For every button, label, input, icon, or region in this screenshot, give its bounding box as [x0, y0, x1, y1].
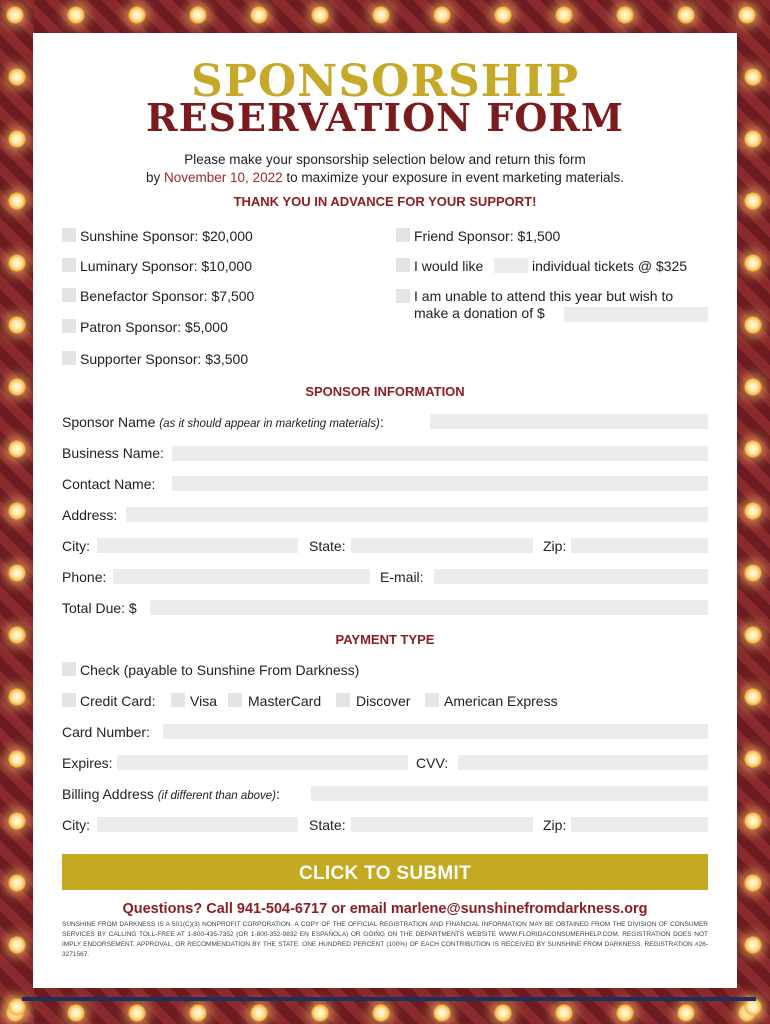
- billing-zip-label: Zip:: [543, 817, 567, 833]
- marquee-bulb-icon: [744, 750, 762, 768]
- discover-label: Discover: [356, 693, 411, 709]
- marquee-bulb-icon: [189, 6, 207, 24]
- marquee-bulb-icon: [67, 1004, 85, 1022]
- donation-amount-input[interactable]: [564, 307, 708, 322]
- marquee-bulb-icon: [744, 564, 762, 582]
- billing-city-label: City:: [62, 817, 90, 833]
- patron-sponsor-checkbox[interactable]: [62, 319, 76, 333]
- sponsor-name-label: [62, 414, 384, 433]
- mastercard-checkbox[interactable]: [228, 693, 242, 707]
- email-input[interactable]: [434, 569, 708, 584]
- marquee-bulb-icon: [744, 874, 762, 892]
- marquee-bulb-icon: [311, 1004, 329, 1022]
- marquee-bulb-icon: [189, 1004, 207, 1022]
- marquee-bulb-icon: [744, 936, 762, 954]
- title-reservation-form: RESERVATION FORM: [146, 95, 624, 140]
- business-name-label: Business Name:: [62, 445, 164, 461]
- sponsor-name-colon: :: [379, 414, 384, 430]
- card-number-label: Card Number:: [62, 724, 150, 740]
- donation-label-line-1: I am unable to attend this year but wish to: [414, 288, 674, 304]
- marquee-bulb-icon: [8, 688, 26, 706]
- discover-checkbox[interactable]: [336, 693, 350, 707]
- sponsor-name-note: (as it should appear in marketing materials): [159, 418, 380, 430]
- amex-checkbox[interactable]: [425, 693, 439, 707]
- friend-sponsor-label: Friend Sponsor: $1,500: [414, 228, 561, 244]
- supporter-sponsor-checkbox[interactable]: [62, 351, 76, 365]
- email-label: E-mail:: [380, 569, 424, 585]
- marquee-bulb-icon: [250, 1004, 268, 1022]
- thanks-heading: THANK YOU IN ADVANCE FOR YOUR SUPPORT!: [233, 194, 537, 209]
- marquee-bulb-icon: [677, 6, 695, 24]
- total-due-input[interactable]: [150, 600, 708, 615]
- state-label: State:: [309, 538, 346, 554]
- state-input[interactable]: [351, 538, 533, 553]
- sponsor-name-text: Sponsor Name: [62, 414, 156, 430]
- marquee-bulb-icon: [744, 812, 762, 830]
- marquee-bulb-icon: [372, 1004, 390, 1022]
- marquee-bulb-icon: [8, 564, 26, 582]
- questions-contact: Questions? Call 941-504-6717 or email marlene@sunshinefromdarkness.org: [122, 901, 648, 917]
- amex-label: American Express: [444, 693, 558, 709]
- marquee-bulb-icon: [494, 6, 512, 24]
- expires-input[interactable]: [117, 755, 408, 770]
- marquee-bulb-icon: [433, 1004, 451, 1022]
- mastercard-label: MasterCard: [248, 693, 322, 709]
- luminary-sponsor-label: Luminary Sponsor: $10,000: [80, 258, 252, 274]
- title-sponsorship: SPONSORSHIP: [190, 56, 580, 107]
- submit-button[interactable]: CLICK TO SUBMIT: [62, 854, 708, 890]
- billing-state-input[interactable]: [351, 817, 533, 832]
- marquee-bulb-icon: [555, 6, 573, 24]
- payment-type-heading: PAYMENT TYPE: [335, 632, 435, 647]
- sponsor-info-heading: SPONSOR INFORMATION: [305, 384, 465, 399]
- marquee-bulb-icon: [6, 6, 24, 24]
- marquee-bulb-icon: [8, 316, 26, 334]
- cvv-label: CVV:: [416, 755, 449, 771]
- visa-label: Visa: [190, 693, 217, 709]
- credit-card-label: Credit Card:: [80, 693, 156, 709]
- check-payment-label: Check (payable to Sunshine From Darkness): [80, 662, 360, 678]
- marquee-bulb-icon: [8, 254, 26, 272]
- phone-input[interactable]: [113, 569, 370, 584]
- contact-name-label: Contact Name:: [62, 476, 156, 492]
- intro-prefix: by: [146, 170, 165, 185]
- zip-label: Zip:: [543, 538, 567, 554]
- marquee-bulb-icon: [616, 1004, 634, 1022]
- deadline-date: November 10, 2022: [164, 170, 283, 185]
- marquee-bulb-icon: [8, 936, 26, 954]
- total-due-label: Total Due: $: [62, 600, 137, 616]
- city-label: City:: [62, 538, 90, 554]
- billing-address-note: (if different than above): [157, 790, 276, 802]
- contact-name-input[interactable]: [172, 476, 708, 491]
- marquee-bulb-icon: [555, 1004, 573, 1022]
- city-input[interactable]: [97, 538, 298, 553]
- marquee-bulb-icon: [250, 6, 268, 24]
- marquee-bulb-icon: [744, 502, 762, 520]
- marquee-bulb-icon: [494, 1004, 512, 1022]
- tickets-checkbox[interactable]: [396, 258, 410, 272]
- visa-checkbox[interactable]: [171, 693, 185, 707]
- address-label: Address:: [62, 507, 118, 523]
- cvv-input[interactable]: [458, 755, 708, 770]
- donation-checkbox[interactable]: [396, 289, 410, 303]
- marquee-bulb-icon: [8, 874, 26, 892]
- marquee-bulb-icon: [8, 812, 26, 830]
- marquee-bulb-icon: [128, 1004, 146, 1022]
- billing-address-colon: :: [275, 786, 280, 802]
- bottom-rule: [22, 997, 756, 1001]
- zip-input[interactable]: [571, 538, 708, 553]
- tickets-suffix-label: individual tickets @ $325: [532, 258, 688, 274]
- marquee-bulb-icon: [677, 1004, 695, 1022]
- business-name-input[interactable]: [172, 446, 708, 461]
- marquee-bulb-icon: [311, 6, 329, 24]
- marquee-bulb-icon: [744, 440, 762, 458]
- expires-label: Expires:: [62, 755, 113, 771]
- donation-label-line-2: make a donation of $: [414, 305, 545, 321]
- billing-state-label: State:: [309, 817, 346, 833]
- friend-sponsor-checkbox[interactable]: [396, 228, 410, 242]
- marquee-bulb-icon: [744, 688, 762, 706]
- patron-sponsor-label: Patron Sponsor: $5,000: [80, 319, 228, 335]
- intro-line-2: [0, 169, 770, 187]
- phone-label: Phone:: [62, 569, 107, 585]
- marquee-bulb-icon: [8, 440, 26, 458]
- ticket-quantity-input[interactable]: [494, 258, 528, 273]
- sunshine-sponsor-label: Sunshine Sponsor: $20,000: [80, 228, 253, 244]
- marquee-bulb-icon: [616, 6, 634, 24]
- intro-suffix: to maximize your exposure in event marketing materials.: [282, 170, 624, 185]
- luminary-sponsor-checkbox[interactable]: [62, 258, 76, 272]
- marquee-bulb-icon: [8, 750, 26, 768]
- sunshine-sponsor-checkbox[interactable]: [62, 228, 76, 242]
- billing-address-text: Billing Address: [62, 786, 154, 802]
- address-input[interactable]: [126, 507, 708, 522]
- marquee-bulb-icon: [744, 254, 762, 272]
- intro-line-1: Please make your sponsorship selection below and return this form: [184, 152, 586, 167]
- marquee-bulb-icon: [128, 6, 146, 24]
- marquee-bulb-icon: [744, 316, 762, 334]
- billing-address-label: [62, 786, 280, 805]
- marquee-bulb-icon: [372, 6, 390, 24]
- marquee-bulb-icon: [67, 6, 85, 24]
- supporter-sponsor-label: Supporter Sponsor: $3,500: [80, 351, 249, 367]
- billing-address-input[interactable]: [311, 786, 708, 801]
- tickets-prefix-label: I would like: [414, 258, 484, 274]
- marquee-bulb-icon: [433, 6, 451, 24]
- billing-zip-input[interactable]: [571, 817, 708, 832]
- benefactor-sponsor-label: Benefactor Sponsor: $7,500: [80, 288, 255, 304]
- legal-disclaimer: SUNSHINE FROM DARKNESS IS A 501(C)(3) NONPROFIT CORPORATION. A COPY OF THE OFFICIAL REGISTRATION AND FINANCIAL INFORMATION MAY BE OBTAINED FROM THE DIVISION OF CONSUMER SERVICES BY CALLING TOLL-FREE AT 1-800-435-7352 (OR 1-800-352-9832 EN ESPAÑOLA) OR GOING ON THE DEPARTMENTS WEBSITE WWW.FLORIDACONSUMERHELP.COM. REGISTRATION DOES NOT IMPLY ENDORSEMENT, APPROVAL, OR RECOMMENDATION BY THE STATE. ONE HUNDRED PERCENT (100%) OF EACH CONTRIBUTION IS RECEIVED BY SUNSHINE FROM DARKNESS. REGISTRATION #26-3271567.: [62, 921, 708, 958]
- marquee-bulb-icon: [8, 502, 26, 520]
- credit-card-checkbox[interactable]: [62, 693, 76, 707]
- marquee-bulb-icon: [738, 6, 756, 24]
- check-payment-checkbox[interactable]: [62, 662, 76, 676]
- card-number-input[interactable]: [163, 724, 708, 739]
- benefactor-sponsor-checkbox[interactable]: [62, 288, 76, 302]
- billing-city-input[interactable]: [97, 817, 298, 832]
- sponsor-name-input[interactable]: [430, 414, 708, 429]
